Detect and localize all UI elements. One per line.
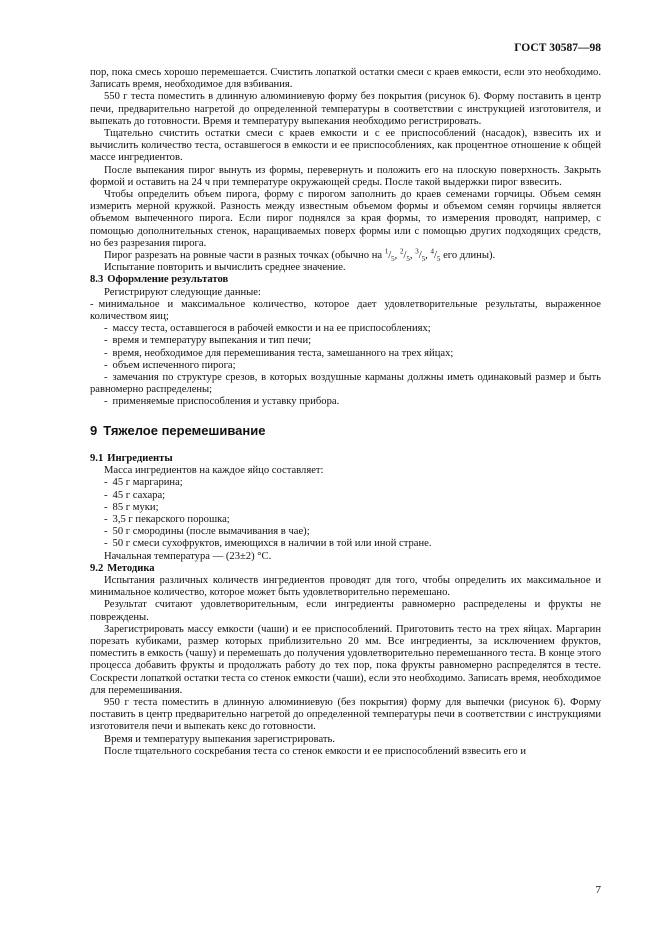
paragraph: Начальная температура — (23±2) °С. [104, 550, 272, 562]
paragraph: пор, пока смесь хорошо перемешается. Счистить лопаткой остатки смеси с краев емкости, если это необходимо. Записать время, необходимое для взбивания. [90, 67, 601, 91]
fraction: $^3/_5$ [415, 247, 426, 264]
list-item: - минимальное и максимальное количество, которое дает удовлетворительные результаты, выраженное количеством яиц; [90, 298, 601, 323]
paragraph: Испытание повторить и вычислить среднее значение. [104, 262, 346, 274]
list-item: - применяемые приспособления и уставку прибора. [104, 396, 340, 408]
list-item: - замечания по структуре срезов, в которых воздушные карманы должны иметь одинаковый размер и быть равномерно распределены; [90, 372, 601, 396]
list-item: - время и температуру выпекания и тип печи; [104, 335, 312, 347]
list-item: - объем испеченного пирога; [104, 359, 236, 371]
fraction-tail-text: его длины). [443, 250, 496, 262]
paragraph: Зарегистрировать массу емкости (чаши) и ее приспособлений. Приготовить тесто на трех яйцах. Маргарин порезать кубиками, размер которых приблизительно 20 мм. Все ингредиенты, за исключением фруктов, поместить в емкость (чашу) и перемешать до получения удовлетворительно перемешанного теста. В конце этого процесса добавить фрукты и продолжать работу до тех пор, пока фрукты равномерно распределятся в тесте. Соскрести лопаткой остатки теста со стенок емкости (чаши), если это необходимо. Записать время, необходимое для перемешивания. [90, 623, 601, 696]
fraction: $^2/_5$ [399, 247, 410, 264]
paragraph-fractions: Пирог разрезать на ровные части в разных точках (обычно на $^1/_5$, $^2/_5$, $^3/_5$, $^4/_5$ его длины). [104, 247, 496, 264]
list-item: - 3,5 г пекарского порошка; [104, 513, 230, 525]
paragraph: Результат считают удовлетворительным, если ингредиенты равномерно распределены и фрукты не повреждены. [90, 599, 601, 623]
list-item: - 50 г смеси сухофруктов, имеющихся в наличии в той или иной стране. [104, 538, 432, 550]
paragraph: Чтобы определить объем пирога, форму с пирогом заполнить до краев семенами горчицы. Объем семян измерить мерной кружкой. Разность между известным объемом формы и объемом семян горчицы является объемом выпеченного пирога. Если пирог поднялся за края формы, то измерения проводят, например, с помощью дополнительных стенок, наращиваемых поверх формы или с помощью других подходящих средств, но без разрезания пирога. [90, 189, 601, 249]
paragraph: 550 г теста поместить в длинную алюминиевую форму без покрытия (рисунок 6). Форму поставить в центр печи, предварительно нагретой до определенной температуры в соответствии с инструкцией изготовителя, и выпекать до готовности. Время и температуру выпекания необходимо регистрировать. [90, 91, 601, 127]
list-item: - массу теста, оставшегося в рабочей емкости и на ее приспособлениях; [104, 323, 431, 335]
fraction: $^1/_5$ [384, 247, 395, 264]
list-item: - время, необходимое для перемешивания теста, замешанного на трех яйцах; [104, 347, 454, 359]
page-content [90, 67, 601, 758]
list-item: - 45 г сахара; [104, 489, 166, 501]
paragraph: Испытания различных количеств ингредиентов проводят для того, чтобы определить их максимальное и минимальное количество, которое может быть удовлетворительно перемешано. [90, 574, 601, 599]
list-item: - 45 г маргарина; [104, 477, 183, 489]
subsection-8-3: 8.3 Оформление результатов [90, 274, 229, 286]
fraction: $^4/_5$ [430, 247, 441, 264]
page-number: 7 [595, 884, 601, 896]
results-list [90, 299, 601, 409]
section-9-heading: 9 Тяжелое перемешивание [90, 422, 266, 438]
fraction-lead-text: Пирог разрезать на ровные части в разных точках (обычно на [104, 250, 383, 262]
list-item: - 85 г муки; [104, 501, 159, 513]
paragraph: После выпекания пирог вынуть из формы, перевернуть и положить его на плоскую поверхность. Закрыть формой и оставить на 24 ч при температуре окружающей среды. После такой выдержки пирог взвесить. [90, 164, 601, 188]
subsection-9-2: 9.2 Методика [90, 562, 155, 574]
paragraph: Регистрируют следующие данные: [104, 286, 261, 298]
paragraph: 950 г теста поместить в длинную алюминиевую (без покрытия) форму для выпечки (рисунок 6). Форму поставить в центр предварительно нагретой до определенной температуры печи в соответствии с инструкциями изготовителя печи и выпекать кекс до готовности. [90, 696, 601, 733]
paragraph: Тщательно счистить остатки смеси с краев емкости и с ее приспособлений (насадок), взвесить их и вычислить количество теста, оставшегося в емкости и ее приспособлениях, как процентное отношение к общей массе ингредиентов. [90, 128, 601, 164]
ingredients-list [90, 477, 601, 550]
paragraph: После тщательного соскребания теста со стенок емкости и ее приспособлений взвесить его и [104, 745, 527, 757]
paragraph: Масса ингредиентов на каждое яйцо составляет: [104, 465, 324, 477]
subsection-9-1: 9.1 Ингредиенты [90, 452, 173, 464]
list-item: - 50 г смородины (после вымачивания в чае); [104, 526, 310, 538]
document-header: ГОСТ 30587—98 [514, 42, 601, 54]
paragraph: Время и температуру выпекания зарегистрировать. [104, 733, 335, 745]
